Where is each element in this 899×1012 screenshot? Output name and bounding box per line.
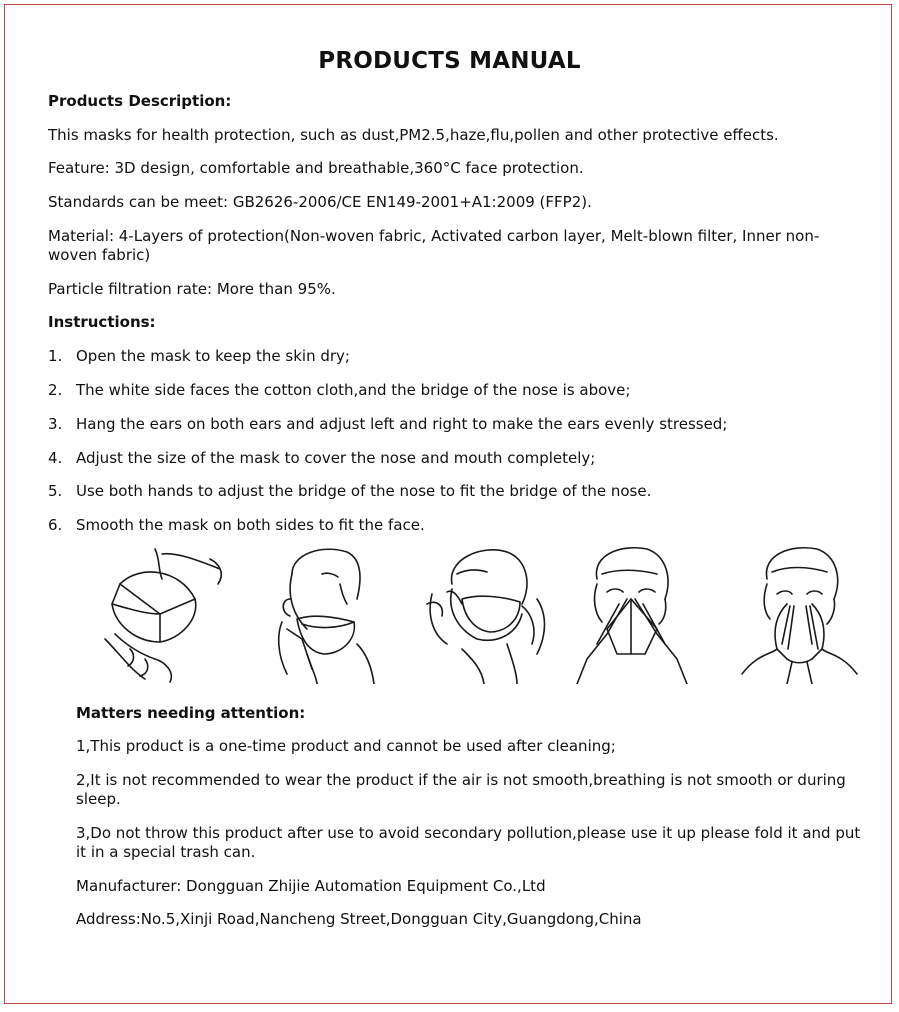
mask-unfold-illustration xyxy=(100,544,230,684)
step-number: 3. xyxy=(48,415,63,433)
attention-line: 1,This product is a one-time product and cannot be used after cleaning; xyxy=(76,737,616,755)
instruction-illustrations xyxy=(92,544,882,689)
step-text: The white side faces the cotton cloth,and the bridge of the nose is above; xyxy=(76,381,631,399)
description-line: Particle filtration rate: More than 95%. xyxy=(48,280,336,298)
step-text: Use both hands to adjust the bridge of the nose to fit the bridge of the nose. xyxy=(76,482,652,500)
step-text: Hang the ears on both ears and adjust left and right to make the ears evenly stressed; xyxy=(76,415,728,433)
nose-bridge-illustration xyxy=(567,544,697,684)
step-text: Adjust the size of the mask to cover the nose and mouth completely; xyxy=(76,449,596,467)
mask-wear-illustration xyxy=(262,544,392,684)
page-title: PRODUCTS MANUAL xyxy=(318,48,581,74)
description-heading: Products Description: xyxy=(48,92,232,110)
address-line: Address:No.5,Xinji Road,Nancheng Street,Dongguan City,Guangdong,China xyxy=(76,910,642,928)
step-text: Open the mask to keep the skin dry; xyxy=(76,347,350,365)
attention-line: 3,Do not throw this product after use to avoid secondary pollution,please use it up please fold it and put it in a special trash can. xyxy=(76,824,861,861)
attention-heading: Matters needing attention: xyxy=(76,704,306,722)
instructions-heading: Instructions: xyxy=(48,313,156,331)
description-line: This masks for health protection, such as dust,PM2.5,haze,flu,pollen and other protective effects. xyxy=(48,126,779,144)
step-number: 4. xyxy=(48,449,63,467)
step-number: 6. xyxy=(48,516,63,534)
attention-line: 2,It is not recommended to wear the product if the air is not smooth,breathing is not smooth or during sleep. xyxy=(76,771,846,808)
step-text: Smooth the mask on both sides to fit the face. xyxy=(76,516,425,534)
description-line: Standards can be meet: GB2626-2006/CE EN149-2001+A1:2009 (FFP2). xyxy=(48,193,592,211)
ear-loop-illustration xyxy=(422,544,552,684)
mask-smooth-illustration xyxy=(732,544,867,684)
description-line: Material: 4-Layers of protection(Non-woven fabric, Activated carbon layer, Melt-blown filter, Inner non-woven fabric) xyxy=(48,227,820,264)
step-number: 2. xyxy=(48,381,63,399)
step-number: 1. xyxy=(48,347,63,365)
description-line: Feature: 3D design, comfortable and breathable,360°C face protection. xyxy=(48,159,584,177)
manufacturer-line: Manufacturer: Dongguan Zhijie Automation Equipment Co.,Ltd xyxy=(76,877,546,895)
step-number: 5. xyxy=(48,482,63,500)
